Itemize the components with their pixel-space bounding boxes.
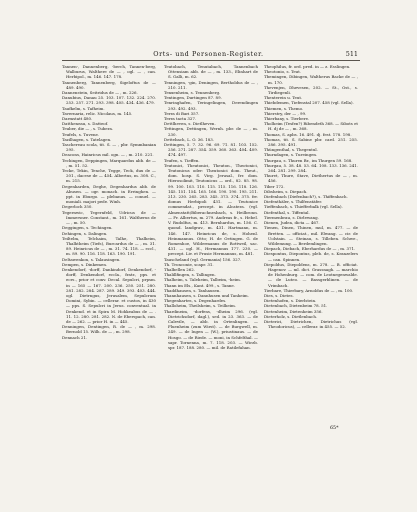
index-entry: Tbemingen, Dibingen, Waltherus Backe de — , m. 170.	[264, 74, 358, 85]
index-entry: Dettlheven, s. Dietlheven.	[164, 121, 216, 127]
index-entry: Tiermenbrau, s. Dirlewang.	[264, 214, 319, 220]
index-entry: Diepoldus, Diepoldens, m. 278. — B. officiat. Hagenov. — ml. dict. Grassnagh. — marchio de Hohenburg. — com. de Leotnegenwalde. — de Luteo. — Bassgerblinen. — de Vrimbach.	[264, 261, 358, 288]
index-entry: Dempen, s. Dinkemen.	[62, 261, 108, 267]
index-entry: Diefenthäler, s. Thilfenstäfer.	[264, 199, 323, 205]
header-rule	[62, 60, 360, 61]
index-entry: Tannenberg, Tannenberg, Sigeloftus de — 489. 490.	[62, 79, 156, 90]
index-entry: Tieffenbach, s. Thiefferbalk (vgl. Sella).	[264, 204, 343, 210]
index-entry: Dietenbach, Dietenbeim 78. 51.	[264, 303, 328, 309]
index-entry: Thalheim, s. Taleheim, Talbeim, -heim.	[164, 277, 241, 283]
index-entry: Denkendorf, -dorff, Dankindorf, Denkendorf, -dorff, Denkendorf, eccla., fratr., pps. et ecrs., prior et conv. Decal. Sepulcri, prpsm. in — 165 — 167. 200. 236. 250. 251. 280. 281. 282. 284. 287. 289. 349. 393. 403. 444. ogl. Dietrngus, Jerusalem, Sepulcrum Domini, Sybin. — cellerar. et custos, in 430 — pps. S. Sepulcri in Jerus. conventual. in Denkend. et in Spira M. Hohkeabus de — . 11. 12. 280. 281. 282. N. de Eberspach, can. de — 262. — prior H. in — 445.	[62, 266, 156, 324]
index-entry: Tazilhagen, s. Tatelagen.	[62, 136, 112, 142]
index-entry: Thalillfingen, s. Tallingen.	[164, 272, 216, 278]
index-entry: Teuber, die — , s. Tubera.	[62, 126, 114, 132]
index-entry: Thuret, Thure, Stave, Diethertus de — , m. 456.	[264, 173, 358, 184]
index-entry: Tienen, Dinen, Thinen, mul, m. 477. — de Bretten. — officiat., mil. Elwang. — cir. de Uolstain. — Steinau, s. Tilleben. Schwe., Wildemung. — Berdemlingen.	[264, 225, 358, 246]
index-entry: Tecke, Tekin, Tenche, Tegge, Teck, dux de — 201., dacese de — 454. Albertus, m. 308. C., m. 215.	[62, 168, 156, 184]
running-header	[0, 50, 417, 64]
index-entry: Terra tacta 327.	[164, 116, 197, 122]
index-entry: Thüngenthal, s. Thegentul.	[264, 147, 318, 153]
index-entry: Denningen, Dentingen, R. de — , m. 298. Bernold 15. Wilh. de — , m. 298.	[62, 324, 156, 335]
index-entry: Degerloch 350.	[62, 204, 93, 210]
index-entry: Thannhausen, s. Dannhusen und Tanheim.	[164, 292, 249, 298]
index-entry: Tannen-, Dannenberg, -berch, Tannen-berg, Walburus, Walthere de — , ogl. — , can. Herbipol., m. 146. 147. 178.	[62, 64, 156, 80]
index-entry: Tenningen, -gin, Deningen, Bertholdus de — , 210. 211.	[164, 79, 258, 90]
index-entry: Diepach, Diebach, Eberhardus de — , m. 371.	[264, 246, 356, 252]
index-entry: Dennach 21.	[62, 334, 88, 340]
index-entry: Dannenstein, Seitridus de — , m. 226.	[62, 90, 138, 96]
index-entry: Tenringhafen, Teringelingen, Derendingen 293. 492. 493.	[164, 100, 258, 111]
index-entry: Diespontus, Diepontus, pleb. de, s. Kranzelers — can. Spinnen.	[264, 251, 358, 262]
index-entry: Degenharden, Deghe, Degenhardus abb. de Abusen. — ogr. monach. in Erringhen. — ppt. in Eburgo. — plebanus. — conuel. — moniali. majori pede. Winh.	[62, 183, 156, 205]
index-entry: Darmstatt 480.	[62, 116, 93, 122]
index-entry: Theophilus, fr. ord. pred. in — z. Esslingen.	[264, 64, 351, 69]
index-entry: Tauscheland (vgl. Germania) 156. 327.	[164, 256, 242, 262]
index-entry: Thalloheim, Theilsheim, s. Teilheim.	[164, 303, 236, 309]
index-entry: Dies, s. Dietes.	[264, 292, 294, 298]
index-entry: Taufkelm, s. Tafheim.	[62, 105, 105, 111]
index-column-middle	[164, 64, 258, 426]
index-entry: Thegenhartes, s. Degenhardes.	[164, 298, 227, 304]
index-entry: Thardineim, -dorfens, -dheim 296. (vgl. Dietrichsdorf, dagl.), sed. in 23. 363. — de Calevile, — abb. in Ortenlingen. — Fluenheim (zum Wirst). — de Burgwell, m. 249. — de Ingen — (W.), priustinaus. — de Hosgo. — de Riede. — moni, in Schfelthal. — sapr. Tornenna, m. 7. 118. 203. — Wirzb. spr. 187. 188. 280. — mil. de Ratilefahan.	[164, 308, 258, 350]
index-entry: Thiemen, s. Themo.	[264, 105, 304, 111]
index-entry: Thaddhausen, s. Tanhausen.	[164, 287, 221, 293]
index-entry: Thurndagen, s. Tureingen.	[264, 152, 318, 158]
index-entry: Teutobach, Tenutabach, Tannenbach Ottensiam abb. de — , m. 133., Elinhart de S. Galli, m. 62.	[164, 64, 258, 80]
index-entry: Tavernaria, relic. Nicolaus, m. 145.	[62, 110, 133, 116]
page-number: 511	[345, 50, 358, 58]
index-entry: Dietenhofen, s. Dierlstein.	[264, 298, 317, 304]
signature-mark: 65*	[330, 426, 339, 431]
index-entry: Thiebdemen, Tiefenstal 207. 458 (vgl. Sella).	[264, 100, 354, 106]
index-entry: Thurgau, 5. 38. 48. 53. 64. 108. 133. 136. 241. 264. 281. 299. 284.	[264, 162, 358, 174]
index-entry: Tiber 172.	[264, 183, 285, 189]
index-entry: Deacons, Hainricus mil. ogn. — , m. 210. 221.	[62, 152, 154, 158]
index-entry: Tenxenheim, s. Tennenberg.	[164, 90, 221, 96]
index-entry: Techingen, Deppingen, Marquardus abb. de — , m. 51. 52.	[62, 157, 156, 168]
index-entry: Thomas, S. apbs. 16. 491. dj. fest. 178. 198.	[264, 131, 352, 137]
index-entry: Th. Tronconie, scapr. 31.	[164, 261, 214, 267]
index-entry: Theotonio, s. Teut.	[264, 69, 302, 75]
index-entry: Thurgau, s. Thuren Br., im Thurgen 59. 168.	[264, 157, 353, 163]
index-entry: Terra di Bari 357.	[164, 110, 200, 116]
page-title: Orts- und Personen-Register.	[153, 50, 264, 58]
index-entry: Dibsheim, s. Diepach.	[264, 188, 308, 194]
index-column-right	[264, 64, 358, 426]
index-entry: Dettingen, 5. 7. 32. 96. 69. 71. 81. 103. 152. 256. 271. 287. 354. 359. 360. 363. 404. 409. 474. 497.	[164, 142, 258, 158]
index-entry: Tierbare, Thierbary, Arnoldus de — , m. 100.	[264, 287, 354, 293]
index-entry: Dienen, Judea, dicta — 467.	[264, 220, 320, 226]
index-entry: Dettebach, L. O. 36. 183.	[164, 136, 214, 142]
index-entry: Deltawenkon, s. Talausingen.	[62, 256, 121, 262]
index-entry: Diefenthal, s. Tiffental.	[264, 209, 310, 215]
index-entry: Tegernwic, Tegernfeld, Udricus de — Immersner. Constant., m. 161. Waltherus de — , m. 50.	[62, 209, 156, 226]
index-entry: Dietenheim, Dietenheim 356.	[264, 308, 323, 314]
index-entry: Thomas, tit. S. Sabine pbr. card. 251. 255. 286. 395. 491.	[264, 136, 358, 148]
index-entry: Thann im Els., Kant. 499., s. Tanne.	[164, 282, 236, 288]
index-entry: Dehingen, s. Dalingen.	[62, 230, 108, 236]
index-entry: Danubius, Danau 25. 103. 107. 132. 224. 270. 253. 257. 271. 293. 398. 405. 434. 436. 479.	[62, 95, 156, 106]
index-entry: Thierbany, s. Tierbere.	[264, 116, 310, 122]
index-entry: Thevenjen, Dhevesen, 202. — St., Ost., s. Tirdiegenli.	[264, 84, 358, 96]
index-entry: Dattheneau, s. Datteof.	[62, 121, 109, 127]
index-entry: Tentingen, Durtingen 87. 89.	[164, 95, 222, 101]
index-entry: Thalbellen 262.	[164, 266, 196, 272]
index-entry: Teiltelm, Telchaim, Talhe, Thalheim, Thalhtheim (Tiefs), Burcardus de — , m. 31. 89. Heinricus de — , m. 31. 74. 118. — eccl., m. 89. 90. 116. 118. 163. 190. 191.	[62, 235, 156, 257]
index-entry: Dieterholz, s. Dietlenbach.	[264, 313, 318, 319]
index-entry: Teufen, s. Tieffen.	[164, 157, 200, 163]
index-entry: Tettingen, Dettingen, Wernh. pbr. de — , m. 230.	[164, 126, 258, 137]
index-entry: Thenterein u. Teut.	[264, 95, 303, 101]
index-entry: Thierstry, der — , 99.	[264, 110, 307, 116]
index-entry: Teutonici, Theutonici, Theuton., Theotonici, Teutonicus oder: Theutonici dom. Theut., dom. hosp. S. Virg. Jerusal., frr. dom. Hierosolimit, Teutonicus — ord., 82. 85. 98. 99. 100. 103. 110. 115. 115. 116. 118. 126. 145. 151. 154. 165. 166. 190. 190. 195. 211. 213. 230. 265. 283. 345. 373. 374. 375. frr. domus Herbipoli 431. — Teutonice commendat., precept. in Alcatera. (vgl. Almenstatt/Biberachnesbach, s. Heilbronn. — Fr. Albertus, m. 279. Andreas fr., s. Hebel. V. Rudolfus, m. 413. Bernhardus, m. 156. C. quond. landgrav., m. 431. Hartmann, m. 146. 147. Heinricus de, s. Hohenl. Heinmannus. Otto; H. de Oetingen. G. de Romenhoe, Wildermanns de Rottweil, sac. 431. — ogl. H., Hermannus 177. 230. — precept. Liv. et Prusie Hermannus, m. 481.	[164, 162, 258, 257]
index-entry: Diefenbach (Diefenbach?), s. Thiffenbach.	[264, 194, 348, 200]
index-entry: Deggingen, s. Techingen.	[62, 225, 113, 231]
index-entry: Taschereau scola, tit. S. — , pbr. Symmbanian 295.	[62, 142, 156, 153]
index-column-left	[62, 64, 156, 426]
index-entry: Tholheim (Tesfen?) Ribendeth 368. — Sibots et H. dj de — , m. 368.	[264, 121, 358, 132]
index-entry: Teufels, s. Tuvene.	[62, 131, 100, 137]
index-entry: Dieterici, Dietrichen, Dietrichus (vgl. Theodoricus), — cellerar. in 455. — 52.	[264, 318, 358, 330]
